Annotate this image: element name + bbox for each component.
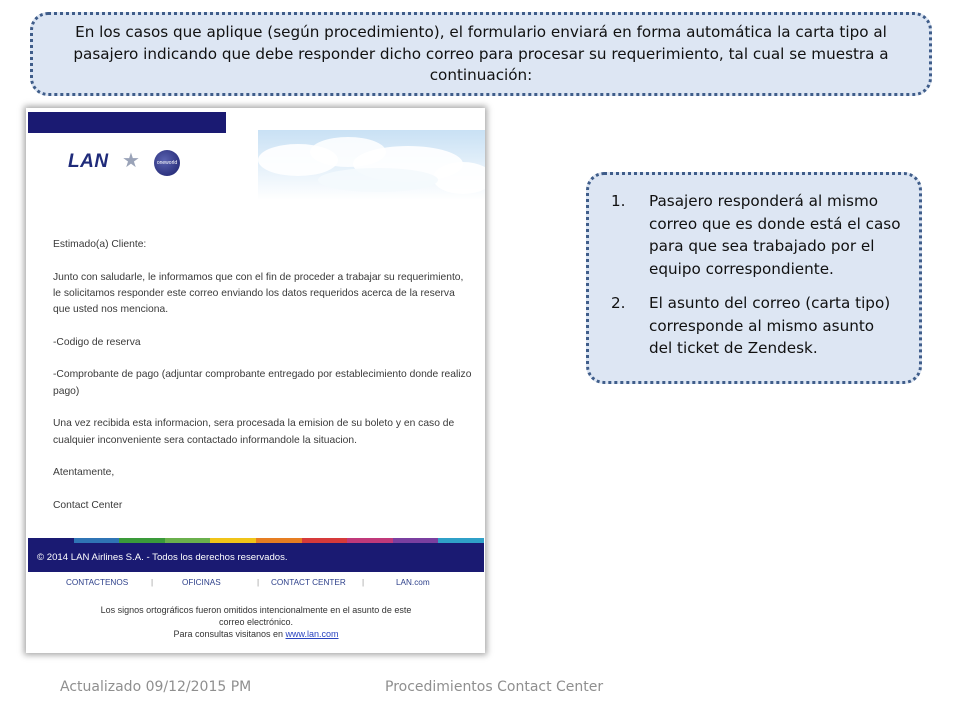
link-lan-com[interactable]: LAN.com bbox=[396, 578, 430, 587]
intro-callout bbox=[30, 12, 932, 96]
email-signature: Contact Center bbox=[53, 499, 123, 511]
list-text: Pasajero responderá al mismo correo que es donde está el caso para que sea trabajado por el equipo correspondiente. bbox=[649, 192, 901, 278]
star-icon: ★ bbox=[122, 150, 140, 172]
link-separator: | bbox=[151, 578, 154, 587]
email-header-bar bbox=[28, 112, 226, 133]
note-line: Los signos ortográficos fueron omitidos intencionalmente en el asunto de este bbox=[100, 605, 412, 615]
notes-list-item bbox=[607, 292, 901, 360]
notes-list bbox=[607, 190, 901, 360]
notes-callout bbox=[586, 172, 922, 384]
link-separator: | bbox=[257, 578, 260, 587]
link-separator: | bbox=[362, 578, 365, 587]
link-contact-center[interactable]: CONTACT CENTER bbox=[271, 578, 346, 587]
footer-updated-date: Actualizado 09/12/2015 PM bbox=[60, 679, 252, 695]
email-closing: Atentamente, bbox=[53, 467, 115, 479]
note-line: correo electrónico. bbox=[218, 617, 294, 627]
clouds-image bbox=[258, 130, 485, 200]
link-oficinas[interactable]: OFICINAS bbox=[182, 578, 221, 587]
email-copyright-bar bbox=[28, 543, 484, 572]
intro-callout-text: En los casos que aplique (según procedimiento), el formulario enviará en forma automática la carta tipo al pasajero indicando que debe responder dicho correo para procesar su requerimiento, tal cual se muestra a continuación: bbox=[73, 23, 889, 84]
note-prefix: Para consultas visitanos en bbox=[173, 629, 286, 639]
email-greeting: Estimado(a) Cliente: bbox=[53, 239, 147, 250]
lan-logo bbox=[68, 148, 188, 180]
copyright-text: © 2014 LAN Airlines S.A. - Todos los derechos reservados. bbox=[37, 552, 288, 563]
email-note bbox=[28, 604, 484, 640]
list-number: 2. bbox=[611, 294, 626, 312]
notes-list-item bbox=[607, 190, 901, 280]
email-item-payment-receipt: -Comprobante de pago (adjuntar comprobante entregado por establecimiento donde realizo pago) bbox=[53, 369, 472, 397]
oneworld-logo-icon: oneworld bbox=[154, 150, 180, 176]
email-paragraph: Una vez recibida esta informacion, sera procesada la emision de su boleto y en caso de cualquier inconveniente sera contactado informandole la situacion. bbox=[53, 418, 455, 446]
lan-logo-text: LAN bbox=[68, 151, 109, 172]
list-number: 1. bbox=[611, 192, 626, 210]
note-line bbox=[28, 628, 484, 640]
link-contactenos[interactable]: CONTACTENOS bbox=[66, 578, 129, 587]
email-paragraph: Junto con saludarle, le informamos que con el fin de proceder a trabajar su requerimiento, le solicitamos responder este correo enviando los datos requeridos acerca de la reserva que usted nos menciona. bbox=[53, 271, 464, 316]
lan-website-link[interactable]: www.lan.com bbox=[285, 629, 339, 639]
footer-title: Procedimientos Contact Center bbox=[385, 679, 604, 695]
email-body bbox=[53, 237, 473, 530]
email-screenshot bbox=[26, 108, 485, 653]
email-item-reservation-code: -Codigo de reserva bbox=[53, 336, 141, 348]
list-text: El asunto del correo (carta tipo) corresponde al mismo asunto del ticket de Zendesk. bbox=[649, 294, 891, 357]
